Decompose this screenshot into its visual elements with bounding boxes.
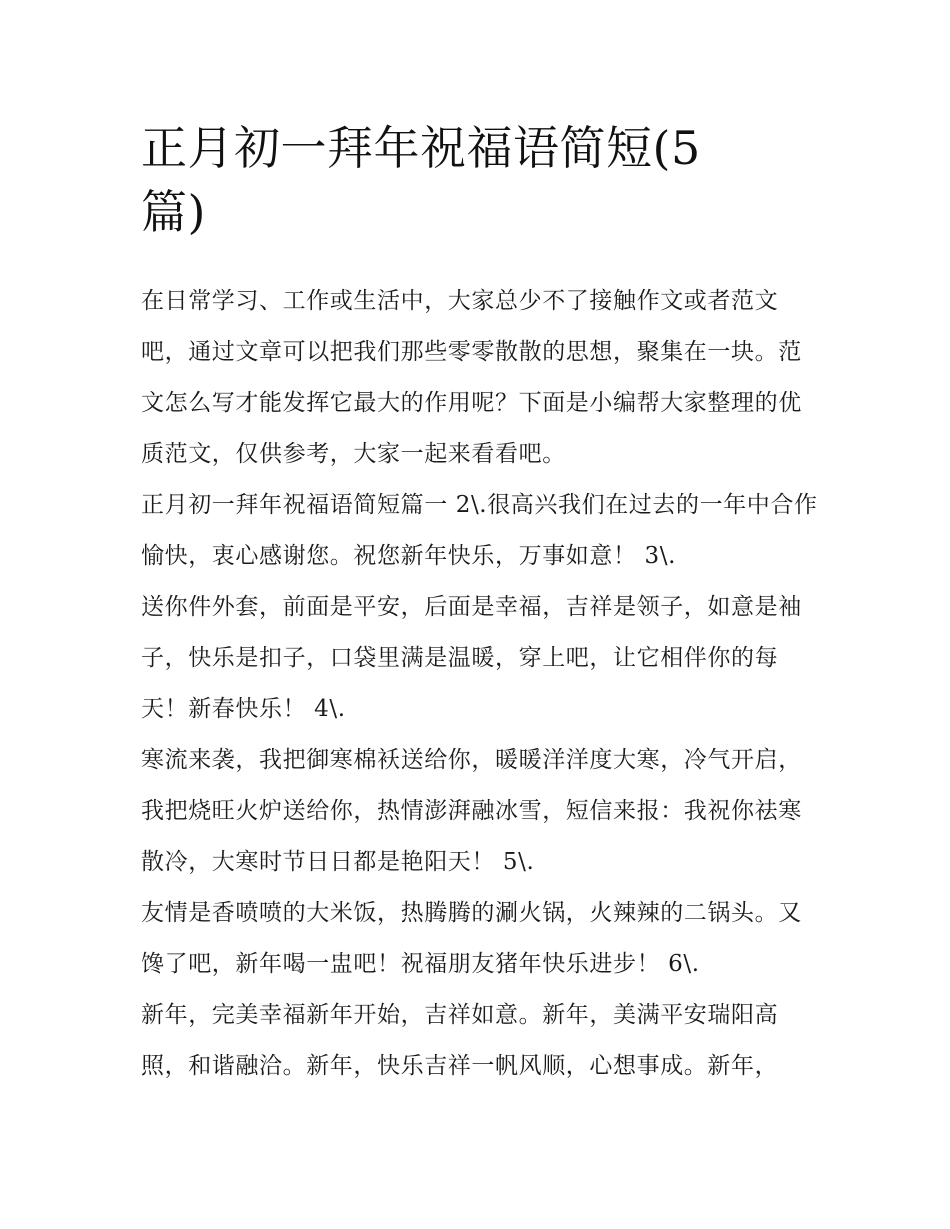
paragraph-5: 新年，完美幸福新年开始，吉祥如意。新年，美满平安瑞阳高照，和谐融洽。新年，快乐吉祥一帆风顺，心想事成。新年， [141, 1002, 779, 1079]
paragraph-2: 送你件外套，前面是平安，后面是幸福，吉祥是领子，如意是袖子，快乐是扣子，口袋里满是温暖，穿上吧，让它相伴你的每天！新春快乐！ 4\. [141, 594, 802, 722]
document-body [141, 276, 821, 1092]
paragraph-3: 寒流来袭，我把御寒棉袄送给你，暖暖洋洋度大寒，冷气开启，我把烧旺火炉送给你，热情澎湃融冰雪，短信来报：我祝你祛寒散冷，大寒时节日日都是艳阳天！ 5\. [141, 747, 802, 875]
paragraph-4: 友情是香喷喷的大米饭，热腾腾的涮火锅，火辣辣的二锅头。又馋了吧，新年喝一盅吧！祝福朋友猪年快乐进步！ 6\. [141, 900, 802, 977]
title-line-1: 正月初一拜年祝福语简短(5 [141, 121, 701, 175]
paragraph-intro: 在日常学习、工作或生活中，大家总少不了接触作文或者范文吧，通过文章可以把我们那些零零散散的思想，聚集在一块。范文怎么写才能发挥它最大的作用呢？下面是小编帮大家整理的优质范文，仅供参考，大家一起来看看吧。 [141, 288, 802, 467]
title-line-2: 篇) [141, 185, 206, 239]
document-title [141, 116, 781, 244]
paragraph-1: 正月初一拜年祝福语简短篇一 2\.很高兴我们在过去的一年中合作愉快，衷心感谢您。祝您新年快乐，万事如意！ 3\. [141, 492, 818, 569]
